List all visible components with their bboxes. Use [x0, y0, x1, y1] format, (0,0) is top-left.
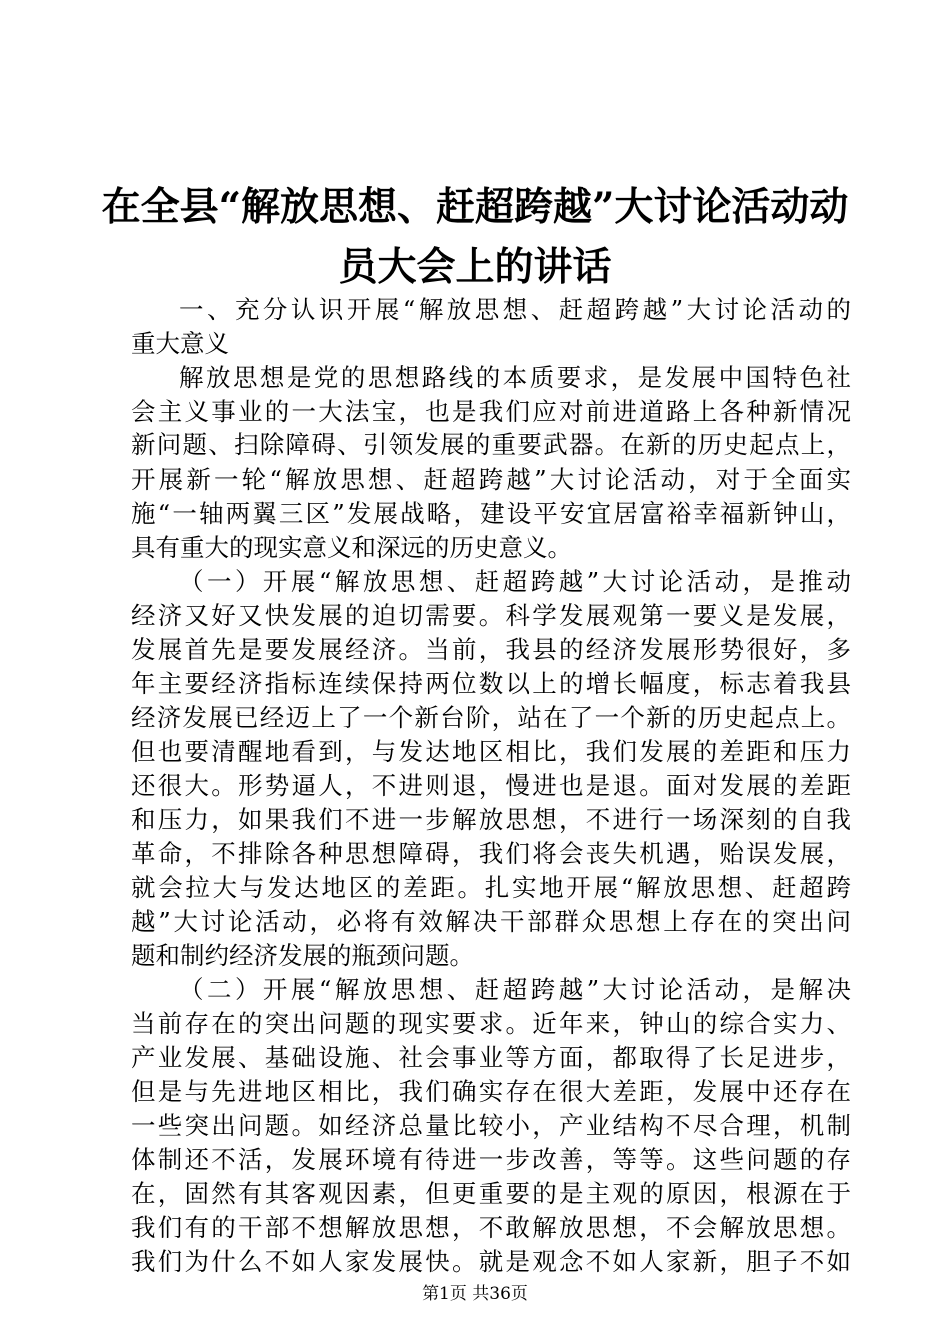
body-text-line: 我们为什么不如人家发展快。就是观念不如人家新，胆子不如: [131, 1247, 851, 1276]
body-text-line: 开展新一轮“解放思想、赶超跨越”大讨论活动，对于全面实: [131, 465, 851, 494]
document-title-line-2: 员大会上的讲话: [338, 244, 612, 290]
body-text-line: 施“一轴两翼三区”发展战略，建设平安宜居富裕幸福新钟山，: [131, 499, 851, 528]
body-text-line: 革命，不排除各种思想障碍，我们将会丧失机遇，贻误发展，: [131, 839, 851, 868]
body-text-line: 就会拉大与发达地区的差距。扎实地开展“解放思想、赶超跨: [131, 873, 851, 902]
body-text-line: 重大意义: [131, 329, 229, 358]
body-text-line: 年主要经济指标连续保持两位数以上的增长幅度，标志着我县: [131, 669, 851, 698]
body-text-line: 还很大。形势逼人，不进则退，慢进也是退。面对发展的差距: [131, 771, 851, 800]
body-text-line: 但是与先进地区相比，我们确实存在很大差距，发展中还存在: [131, 1077, 851, 1106]
body-text-line: （一）开展“解放思想、赶超跨越”大讨论活动，是推动: [179, 567, 851, 596]
document-title-line-1: 在全县“解放思想、赶超跨越”大讨论活动动: [101, 184, 849, 230]
page-footer: 第1页 共36页: [422, 1284, 528, 1304]
body-text-line: 经济发展已经迈上了一个新台阶，站在了一个新的历史起点上。: [131, 703, 851, 732]
body-text-line: 会主义事业的一大法宝，也是我们应对前进道路上各种新情况: [131, 397, 851, 426]
body-text-line: 具有重大的现实意义和深远的历史意义。: [131, 533, 572, 562]
body-text-line: 越”大讨论活动，必将有效解决干部群众思想上存在的突出问: [131, 907, 851, 936]
body-text-line: 解放思想是党的思想路线的本质要求，是发展中国特色社: [179, 363, 851, 392]
body-text-line: 产业发展、基础设施、社会事业等方面，都取得了长足进步，: [131, 1043, 851, 1072]
body-text-line: 体制还不活，发展环境有待进一步改善，等等。这些问题的存: [131, 1145, 851, 1174]
body-text-line: 题和制约经济发展的瓶颈问题。: [131, 941, 474, 970]
body-text-line: 我们有的干部不想解放思想，不敢解放思想，不会解放思想。: [131, 1213, 851, 1242]
body-text-line: 在，固然有其客观因素，但更重要的是主观的原因，根源在于: [131, 1179, 851, 1208]
body-text-line: 但也要清醒地看到，与发达地区相比，我们发展的差距和压力: [131, 737, 851, 766]
body-text-line: （二）开展“解放思想、赶超跨越”大讨论活动，是解决: [179, 975, 851, 1004]
body-text-line: 一些突出问题。如经济总量比较小，产业结构不尽合理，机制: [131, 1111, 851, 1140]
body-text-line: 和压力，如果我们不进一步解放思想，不进行一场深刻的自我: [131, 805, 851, 834]
body-text-line: 经济又好又快发展的迫切需要。科学发展观第一要义是发展，: [131, 601, 851, 630]
body-text-line: 一、充分认识开展“解放思想、赶超跨越”大讨论活动的: [179, 295, 851, 324]
body-text-line: 当前存在的突出问题的现实要求。近年来，钟山的综合实力、: [131, 1009, 851, 1038]
body-text-line: 发展首先是要发展经济。当前，我县的经济发展形势很好，多: [131, 635, 851, 664]
body-text-line: 新问题、扫除障碍、引领发展的重要武器。在新的历史起点上，: [131, 430, 851, 459]
